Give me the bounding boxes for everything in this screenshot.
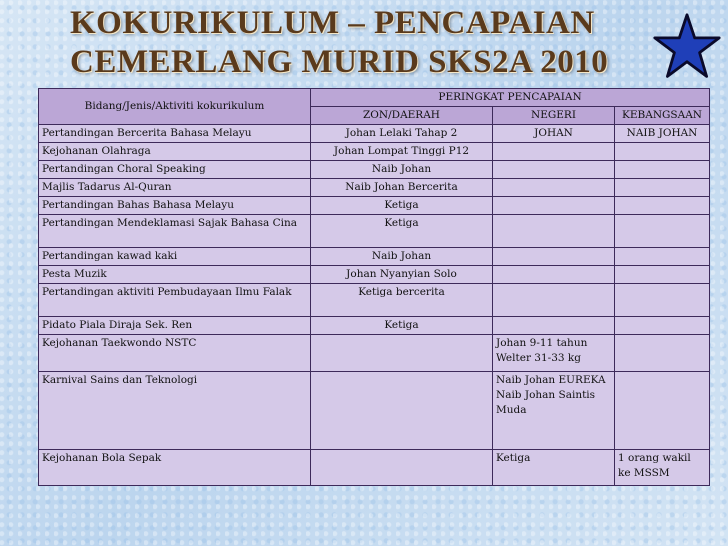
achievement-table bbox=[38, 88, 710, 486]
cell-state bbox=[493, 317, 615, 335]
table-row bbox=[39, 450, 710, 486]
cell-national bbox=[615, 248, 710, 266]
cell-zone: Johan Nyanyian Solo bbox=[311, 266, 493, 284]
cell-state bbox=[493, 179, 615, 197]
cell-activity: Pertandingan kawad kaki bbox=[39, 248, 311, 266]
table-row bbox=[39, 197, 710, 215]
header-achievement: PERINGKAT PENCAPAIAN bbox=[311, 89, 710, 107]
cell-activity: Pertandingan Choral Speaking bbox=[39, 161, 311, 179]
cell-state bbox=[493, 161, 615, 179]
table-row bbox=[39, 143, 710, 161]
table-row bbox=[39, 125, 710, 143]
title-line-1: KOKURIKULUM – PENCAPAIAN bbox=[70, 5, 595, 41]
cell-activity: Pidato Piala Diraja Sek. Ren bbox=[39, 317, 311, 335]
table-row bbox=[39, 179, 710, 197]
cell-zone: Ketiga bbox=[311, 317, 493, 335]
cell-activity: Kejohanan Olahraga bbox=[39, 143, 311, 161]
cell-zone bbox=[311, 450, 493, 486]
cell-zone: Ketiga bbox=[311, 215, 493, 248]
cell-state bbox=[493, 215, 615, 248]
cell-national: NAIB JOHAN bbox=[615, 125, 710, 143]
page-title bbox=[70, 4, 630, 82]
cell-zone bbox=[311, 372, 493, 450]
cell-national: 1 orang wakil ke MSSM bbox=[615, 450, 710, 486]
cell-zone: Naib Johan Bercerita bbox=[311, 179, 493, 197]
table-row bbox=[39, 317, 710, 335]
cell-activity: Karnival Sains dan Teknologi bbox=[39, 372, 311, 450]
cell-national bbox=[615, 372, 710, 450]
cell-national bbox=[615, 197, 710, 215]
cell-national bbox=[615, 317, 710, 335]
cell-national bbox=[615, 161, 710, 179]
header-zone: ZON/DAERAH bbox=[311, 107, 493, 125]
header-national: KEBANGSAAN bbox=[615, 107, 710, 125]
star-icon bbox=[652, 12, 722, 82]
cell-state bbox=[493, 284, 615, 317]
cell-activity: Pertandingan aktiviti Pembudayaan Ilmu Falak bbox=[39, 284, 311, 317]
cell-activity: Pesta Muzik bbox=[39, 266, 311, 284]
header-row bbox=[39, 89, 710, 107]
table-row bbox=[39, 284, 710, 317]
cell-state bbox=[493, 248, 615, 266]
cell-national bbox=[615, 143, 710, 161]
cell-zone: Ketiga bercerita bbox=[311, 284, 493, 317]
cell-zone: Johan Lelaki Tahap 2 bbox=[311, 125, 493, 143]
header-state: NEGERI bbox=[493, 107, 615, 125]
cell-zone: Johan Lompat Tinggi P12 bbox=[311, 143, 493, 161]
cell-activity: Pertandingan Mendeklamasi Sajak Bahasa Cina bbox=[39, 215, 311, 248]
cell-activity: Kejohanan Taekwondo NSTC bbox=[39, 335, 311, 372]
cell-zone: Naib Johan bbox=[311, 161, 493, 179]
cell-activity: Pertandingan Bahas Bahasa Melayu bbox=[39, 197, 311, 215]
cell-zone: Naib Johan bbox=[311, 248, 493, 266]
cell-state: JOHAN bbox=[493, 125, 615, 143]
table-row bbox=[39, 266, 710, 284]
header-activity: Bidang/Jenis/Aktiviti kokurikulum bbox=[39, 89, 311, 125]
cell-national bbox=[615, 266, 710, 284]
cell-activity: Pertandingan Bercerita Bahasa Melayu bbox=[39, 125, 311, 143]
cell-state: Johan 9-11 tahun Welter 31-33 kg bbox=[493, 335, 615, 372]
title-line-2: CEMERLANG MURID SKS2A 2010 bbox=[70, 44, 609, 80]
cell-state bbox=[493, 197, 615, 215]
table-row bbox=[39, 335, 710, 372]
cell-national bbox=[615, 179, 710, 197]
cell-zone bbox=[311, 335, 493, 372]
cell-national bbox=[615, 284, 710, 317]
cell-state bbox=[493, 143, 615, 161]
cell-national bbox=[615, 215, 710, 248]
cell-state bbox=[493, 266, 615, 284]
cell-state: Naib Johan EUREKA Naib Johan Saintis Muda bbox=[493, 372, 615, 450]
cell-state: Ketiga bbox=[493, 450, 615, 486]
cell-activity: Kejohanan Bola Sepak bbox=[39, 450, 311, 486]
table-row bbox=[39, 161, 710, 179]
cell-national bbox=[615, 335, 710, 372]
cell-activity: Majlis Tadarus Al-Quran bbox=[39, 179, 311, 197]
table-row bbox=[39, 248, 710, 266]
table-row bbox=[39, 215, 710, 248]
cell-zone: Ketiga bbox=[311, 197, 493, 215]
table-row bbox=[39, 372, 710, 450]
